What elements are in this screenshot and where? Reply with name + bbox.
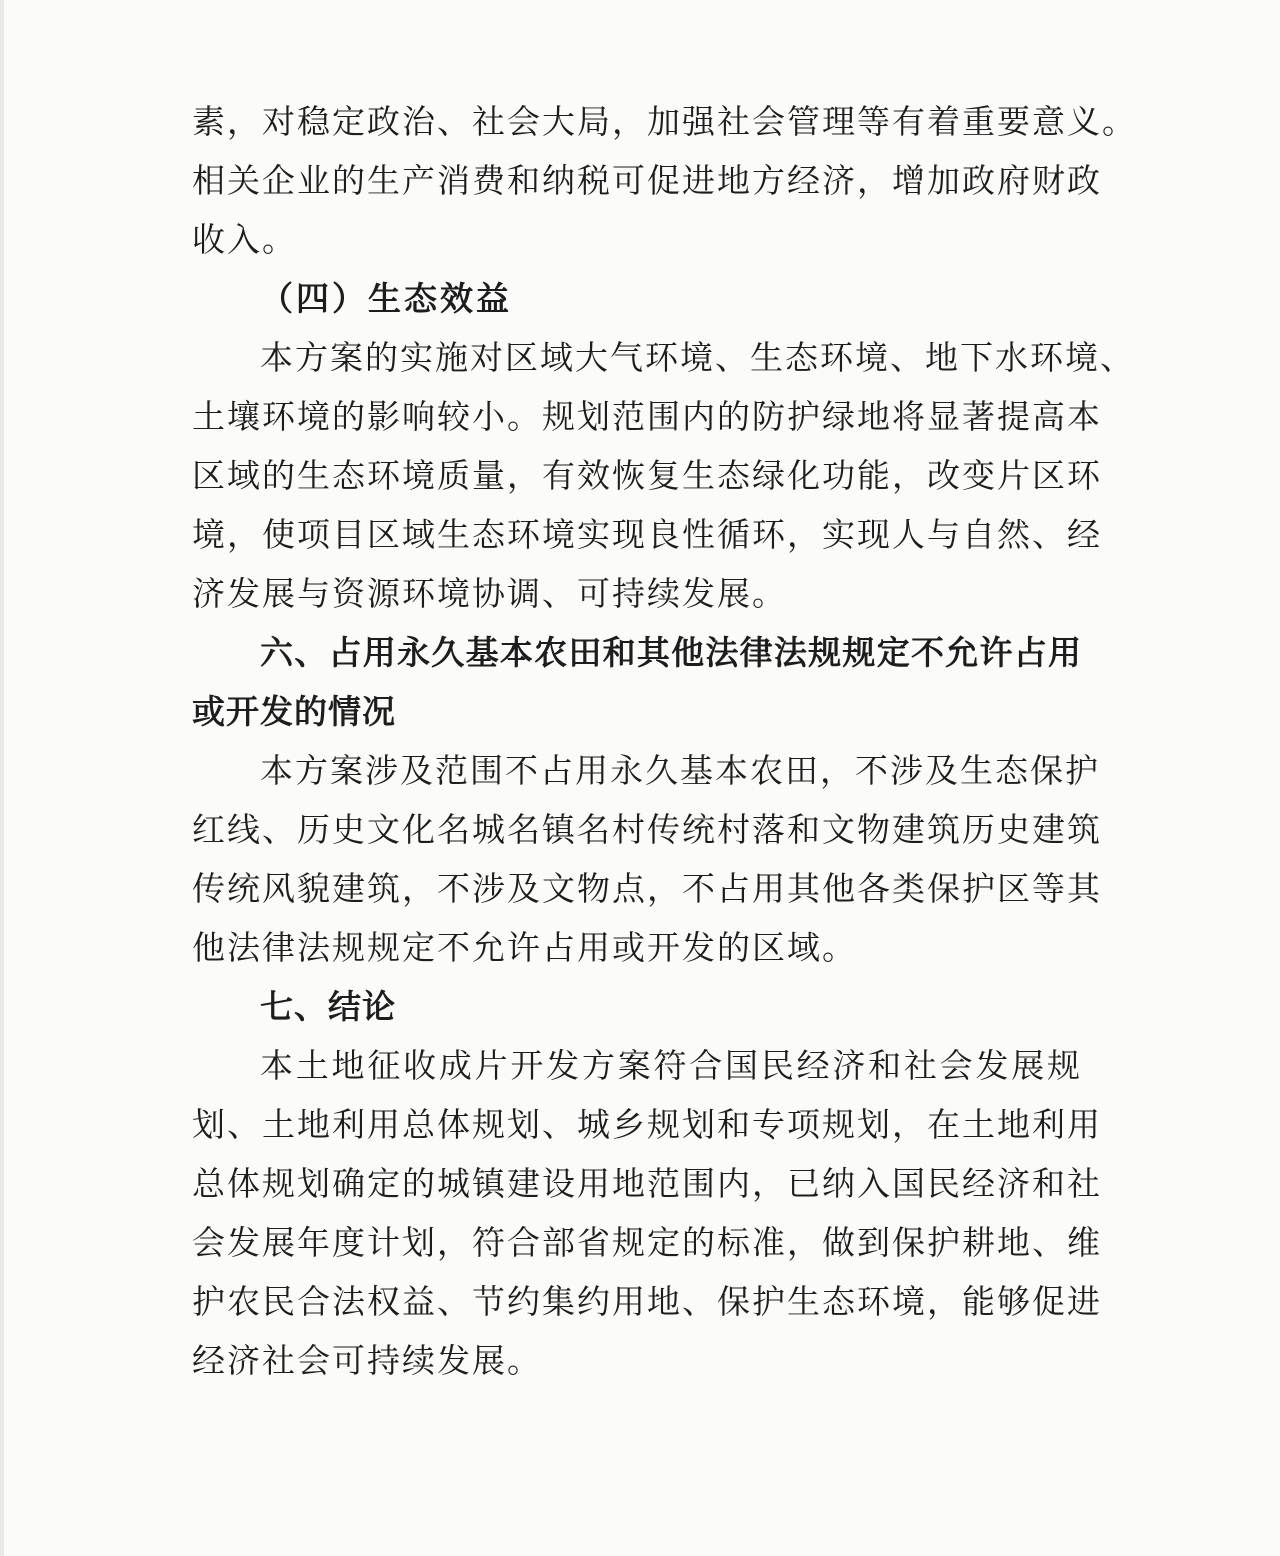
paragraph-line: 本方案涉及范围不占用永久基本农田，不涉及生态保护 — [260, 751, 1100, 790]
section-7-heading — [192, 977, 1082, 1036]
paragraph-line: 本土地征收成片开发方案符合国民经济和社会发展规 — [260, 1046, 1082, 1085]
section-heading: 七、结论 — [260, 987, 396, 1026]
section-6-heading — [192, 623, 1082, 741]
paragraph-line: 红线、历史文化名城名镇名村传统村落和文物建筑历史建筑 — [192, 810, 1102, 849]
scan-page-edge — [0, 0, 4, 1556]
paragraph-line: 会发展年度计划，符合部省规定的标准，做到保护耕地、维 — [192, 1223, 1102, 1262]
section-heading-line: 六、占用永久基本农田和其他法律法规规定不允许占用 — [260, 633, 1082, 672]
section-heading-line: 或开发的情况 — [192, 692, 396, 731]
paragraph-line: 传统风貌建筑，不涉及文物点，不占用其他各类保护区等其 — [192, 869, 1102, 908]
paragraph-line: 总体规划确定的城镇建设用地范围内，已纳入国民经济和社 — [192, 1164, 1102, 1203]
opening-paragraph — [192, 92, 1137, 269]
paragraph-line: 土壤环境的影响较小。规划范围内的防护绿地将显著提高本 — [192, 397, 1102, 436]
section-4-paragraph — [192, 328, 1135, 623]
paragraph-line: 经济社会可持续发展。 — [192, 1341, 542, 1380]
section-6-paragraph — [192, 741, 1102, 977]
paragraph-line: 济发展与资源环境协调、可持续发展。 — [192, 574, 787, 613]
paragraph-line: 境，使项目区域生态环境实现良性循环，实现人与自然、经 — [192, 515, 1102, 554]
section-heading: （四）生态效益 — [260, 279, 512, 318]
document-page — [192, 92, 1137, 1390]
paragraph-line: 素，对稳定政治、社会大局，加强社会管理等有着重要意义。 — [192, 102, 1137, 141]
paragraph-line: 护农民合法权益、节约集约用地、保护生态环境，能够促进 — [192, 1282, 1102, 1321]
paragraph-line: 划、土地利用总体规划、城乡规划和专项规划，在土地利用 — [192, 1105, 1102, 1144]
paragraph-line: 本方案的实施对区域大气环境、生态环境、地下水环境、 — [260, 338, 1135, 377]
paragraph-line: 相关企业的生产消费和纳税可促进地方经济，增加政府财政 — [192, 161, 1102, 200]
paragraph-line: 收入。 — [192, 220, 297, 259]
section-4-heading — [192, 269, 1082, 328]
paragraph-line: 他法律法规规定不允许占用或开发的区域。 — [192, 928, 857, 967]
section-7-paragraph — [192, 1036, 1102, 1390]
paragraph-line: 区域的生态环境质量，有效恢复生态绿化功能，改变片区环 — [192, 456, 1102, 495]
